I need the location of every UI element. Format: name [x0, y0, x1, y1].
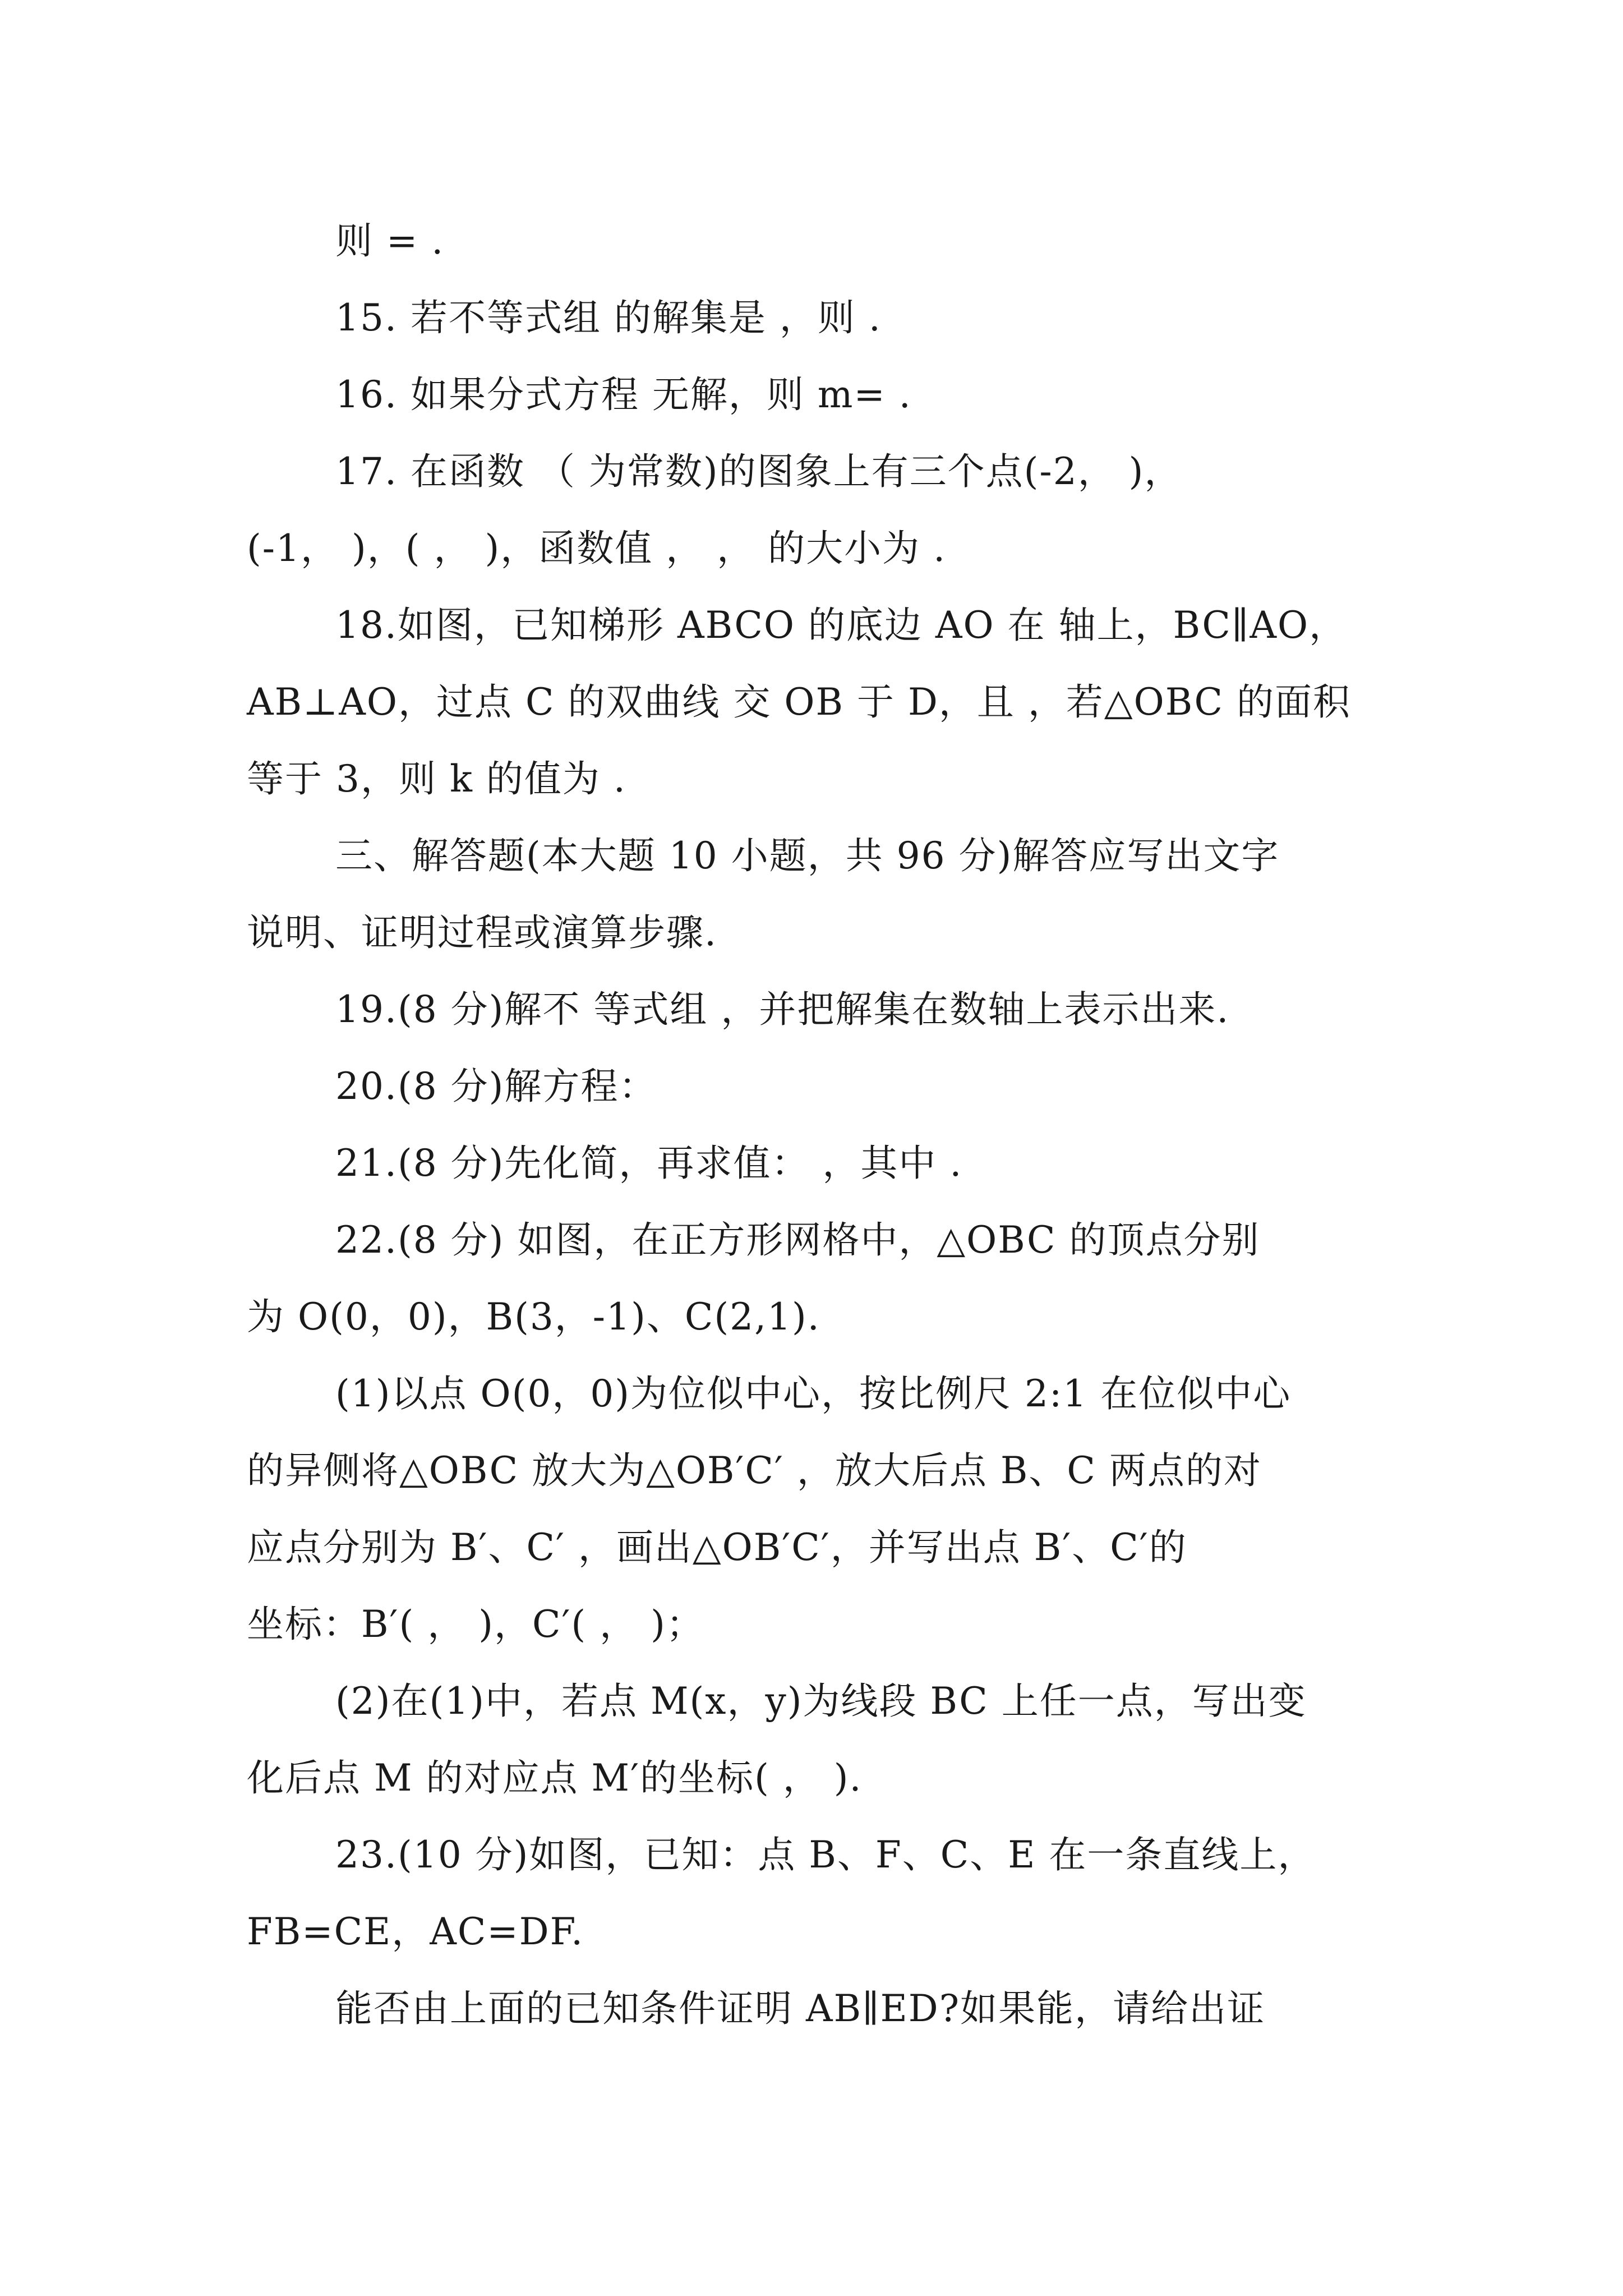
text-line: 则 = . [335, 219, 445, 263]
text-line: 17. 在函数 （ 为常数)的图象上有三个点(-2， )， [335, 450, 1183, 493]
text-line: 应点分别为 B′、C′ ，画出△OB′C′，并写出点 B′、C′的 [247, 1526, 1187, 1569]
text-line: 16. 如果分式方程 无解，则 m= . [335, 373, 912, 416]
text-line: 等于 3，则 k 的值为 . [247, 757, 626, 800]
text-line: 15. 若不等式组 的解集是 ，则 . [335, 296, 882, 339]
text-line: 19.(8 分)解不 等式组 ，并把解集在数轴上表示出来. [335, 988, 1230, 1031]
text-line: 22.(8 分) 如图，在正方形网格中，△OBC 的顶点分别 [335, 1218, 1260, 1262]
text-line: 为 O(0，0)，B(3，-1)、C(2,1). [247, 1295, 820, 1338]
text-line: 20.(8 分)解方程： [335, 1065, 657, 1108]
text-line: 三、解答题(本大题 10 小题，共 96 分)解答应写出文字 [335, 834, 1280, 877]
text-line: 能否由上面的已知条件证明 AB∥ED?如果能，请给出证 [335, 1987, 1266, 2030]
text-line: AB⊥AO，过点 C 的双曲线 交 OB 于 D，且 ，若△OBC 的面积 [247, 680, 1351, 724]
text-line: FB=CE，AC=DF. [247, 1910, 584, 1953]
text-line: 23.(10 分)如图，已知：点 B、F、C、E 在一条直线上， [335, 1833, 1316, 1876]
text-line: (-1， )，( ， )，函数值 ， ， 的大小为 . [247, 527, 947, 570]
text-line: 坐标：B′( ， )，C′( ， )； [247, 1603, 704, 1646]
text-line: 的异侧将△OBC 放大为△OB′C′ ，放大后点 B、C 两点的对 [247, 1449, 1262, 1492]
text-line: 化后点 M 的对应点 M′的坐标( ， ). [247, 1756, 863, 1800]
text-line: 18.如图，已知梯形 ABCO 的底边 AO 在 轴上，BC∥AO， [335, 604, 1348, 647]
text-line: 21.(8 分)先化简，再求值： ，其中 . [335, 1142, 963, 1185]
text-line: 说明、证明过程或演算步骤. [247, 911, 717, 954]
text-line: (1)以点 O(0，0)为位似中心，按比例尺 2:1 在位似中心 [335, 1372, 1292, 1415]
text-line: (2)在(1)中，若点 M(x，y)为线段 BC 上任一点，写出变 [335, 1680, 1307, 1723]
